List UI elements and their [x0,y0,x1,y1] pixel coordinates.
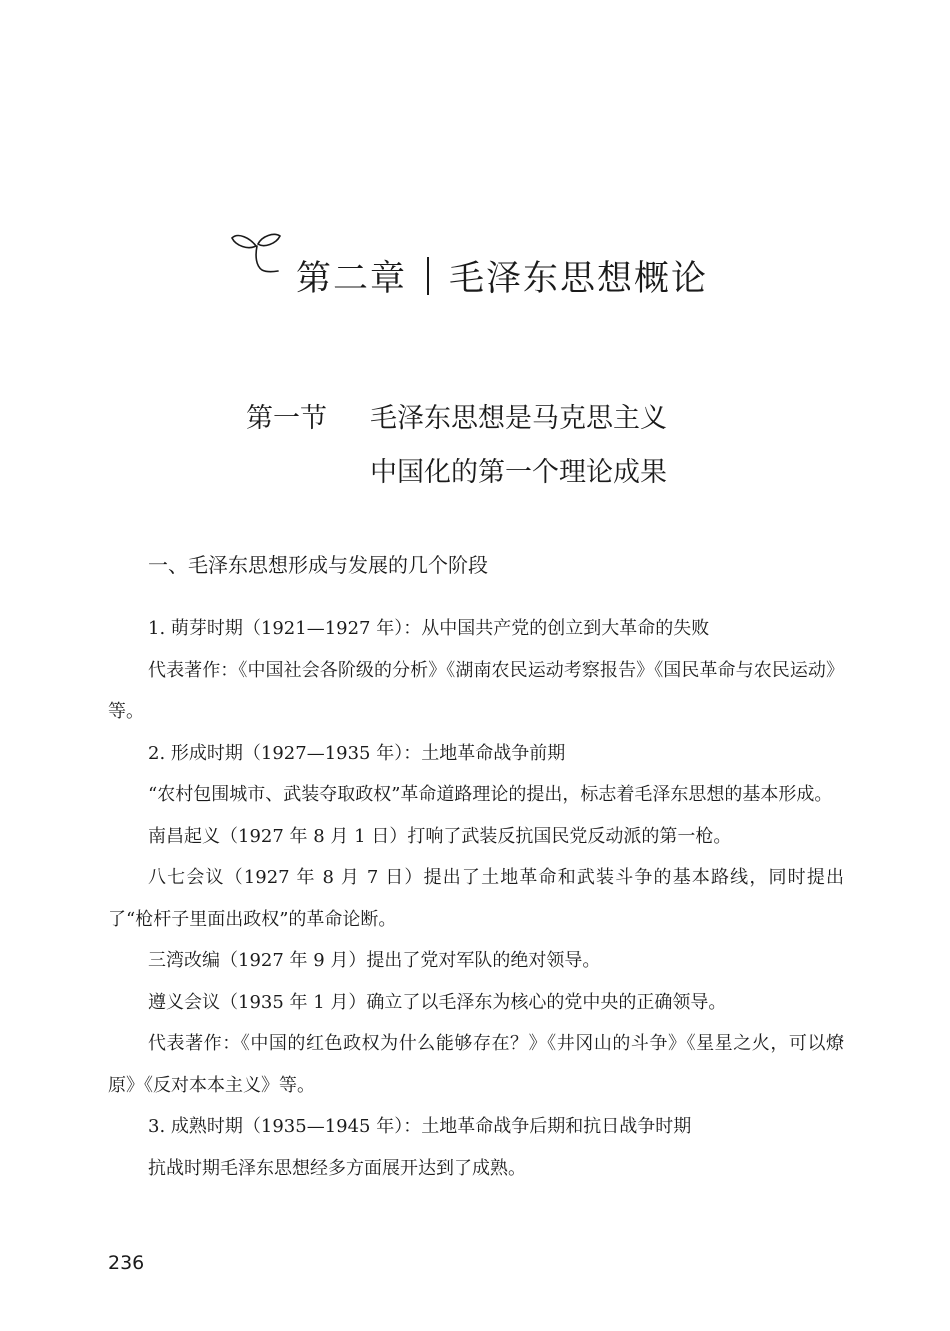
chapter-divider [427,257,429,295]
paragraph: 代表著作：《中国社会各阶级的分析》《湖南农民运动考察报告》《国民革命与农民运动》等。 [108,659,844,722]
paragraph: 代表著作：《中国的红色政权为什么能够存在？》《井冈山的斗争》《星星之火，可以燎原》《反对本本主义》等。 [108,1033,844,1096]
paragraph: 八七会议（1927 年 8 月 7 日）提出了土地革命和武装斗争的基本路线，同时提出了“枪杆子里面出政权”的革命论断。 [108,867,844,930]
paragraph: 3. 成熟时期（1935—1945 年）：土地革命战争后期和抗日战争时期 [148,1116,692,1137]
sub-heading: 一、毛泽东思想形成与发展的几个阶段 [148,553,488,577]
page-number: 236 [108,1252,145,1274]
section-title-line2: 中国化的第一个理论成果 [370,457,667,488]
paragraph: 南昌起义（1927 年 8 月 1 日）打响了武装反抗国民党反动派的第一枪。 [148,825,732,847]
paragraph: 抗战时期毛泽东思想经多方面展开达到了成熟。 [148,1157,526,1179]
body-text [108,608,844,1189]
section-title [246,392,667,500]
section-label: 第一节 [246,403,327,434]
chapter-title [296,252,708,300]
paragraph: 1. 萌芽时期（1921—1927 年）：从中国共产党的创立到大革命的失败 [148,618,710,639]
paragraph: “农村包围城市、武装夺取政权”革命道路理论的提出，标志着毛泽东思想的基本形成。 [148,784,833,805]
paragraph: 遵义会议（1935 年 1 月）确立了以毛泽东为核心的党中央的正确领导。 [148,991,727,1013]
sprout-icon [228,226,288,278]
section-title-line1: 毛泽东思想是马克思主义 [370,403,667,434]
paragraph: 2. 形成时期（1927—1935 年）：土地革命战争前期 [148,742,566,764]
chapter-prefix: 第二章 [296,259,408,299]
chapter-name: 毛泽东思想概论 [449,259,709,299]
paragraph: 三湾改编（1927 年 9 月）提出了党对军队的绝对领导。 [148,950,601,971]
